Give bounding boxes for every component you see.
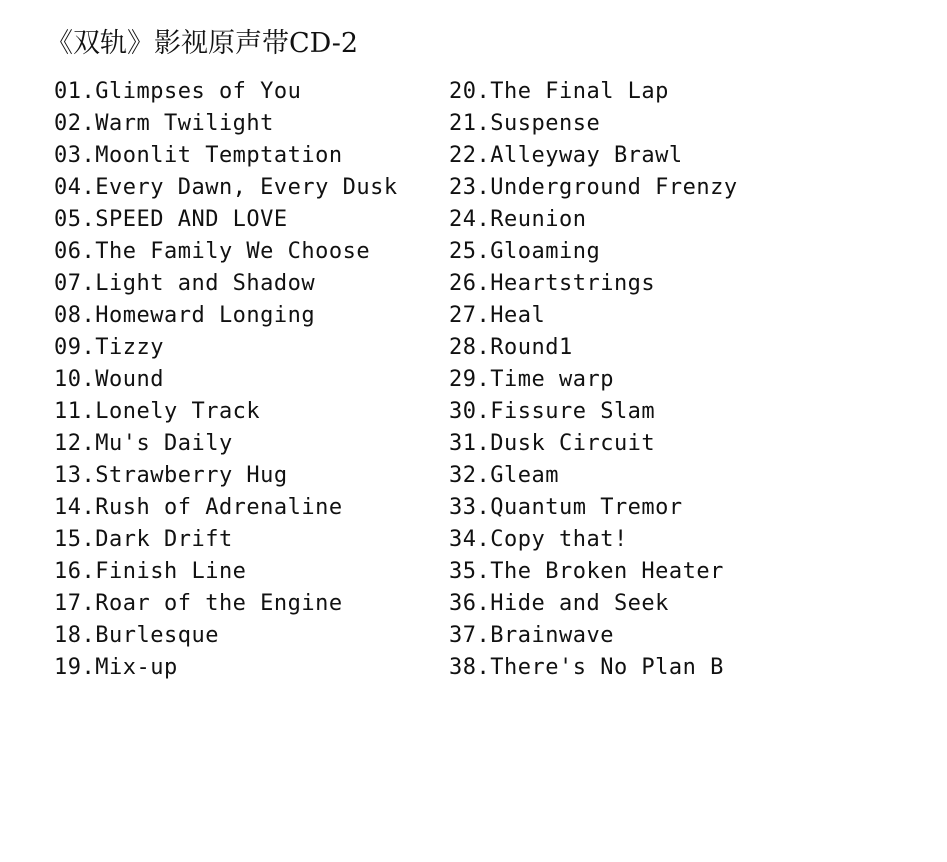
track-item: 30.Fissure Slam — [449, 399, 656, 424]
track-item: 04.Every Dawn, Every Dusk — [54, 175, 398, 200]
track-item: 17.Roar of the Engine — [54, 591, 343, 616]
track-item: 02.Warm Twilight — [54, 111, 274, 136]
track-item: 28.Round1 — [449, 335, 573, 360]
track-item: 29.Time warp — [449, 367, 614, 392]
track-item: 10.Wound — [54, 367, 164, 392]
track-item: 15.Dark Drift — [54, 527, 233, 552]
track-item: 32.Gleam — [449, 463, 559, 488]
track-item: 34.Copy that! — [449, 527, 628, 552]
track-item: 38.There's No Plan B — [449, 655, 724, 680]
track-item: 11.Lonely Track — [54, 399, 261, 424]
track-item: 12.Mu's Daily — [54, 431, 233, 456]
track-item: 36.Hide and Seek — [449, 591, 669, 616]
page-title: 《双轨》影视原声带CD-2 — [46, 28, 359, 59]
track-item: 21.Suspense — [449, 111, 601, 136]
track-item: 13.Strawberry Hug — [54, 463, 288, 488]
track-item: 07.Light and Shadow — [54, 271, 316, 296]
track-item: 22.Alleyway Brawl — [449, 143, 683, 168]
track-item: 14.Rush of Adrenaline — [54, 495, 343, 520]
track-item: 35.The Broken Heater — [449, 559, 724, 584]
track-item: 27.Heal — [449, 303, 546, 328]
track-item: 16.Finish Line — [54, 559, 247, 584]
track-item: 05.SPEED AND LOVE — [54, 207, 288, 232]
track-item: 25.Gloaming — [449, 239, 601, 264]
track-item: 31.Dusk Circuit — [449, 431, 656, 456]
track-item: 37.Brainwave — [449, 623, 614, 648]
track-item: 26.Heartstrings — [449, 271, 656, 296]
tracklist-left-column — [54, 76, 398, 684]
track-item: 06.The Family We Choose — [54, 239, 371, 264]
track-item: 01.Glimpses of You — [54, 79, 302, 104]
track-item: 08.Homeward Longing — [54, 303, 316, 328]
tracklist-right-column — [449, 76, 738, 684]
track-item: 33.Quantum Tremor — [449, 495, 683, 520]
track-item: 19.Mix-up — [54, 655, 178, 680]
track-item: 24.Reunion — [449, 207, 587, 232]
track-item: 20.The Final Lap — [449, 79, 669, 104]
track-item: 23.Underground Frenzy — [449, 175, 738, 200]
track-item: 18.Burlesque — [54, 623, 219, 648]
track-item: 03.Moonlit Temptation — [54, 143, 343, 168]
track-item: 09.Tizzy — [54, 335, 164, 360]
